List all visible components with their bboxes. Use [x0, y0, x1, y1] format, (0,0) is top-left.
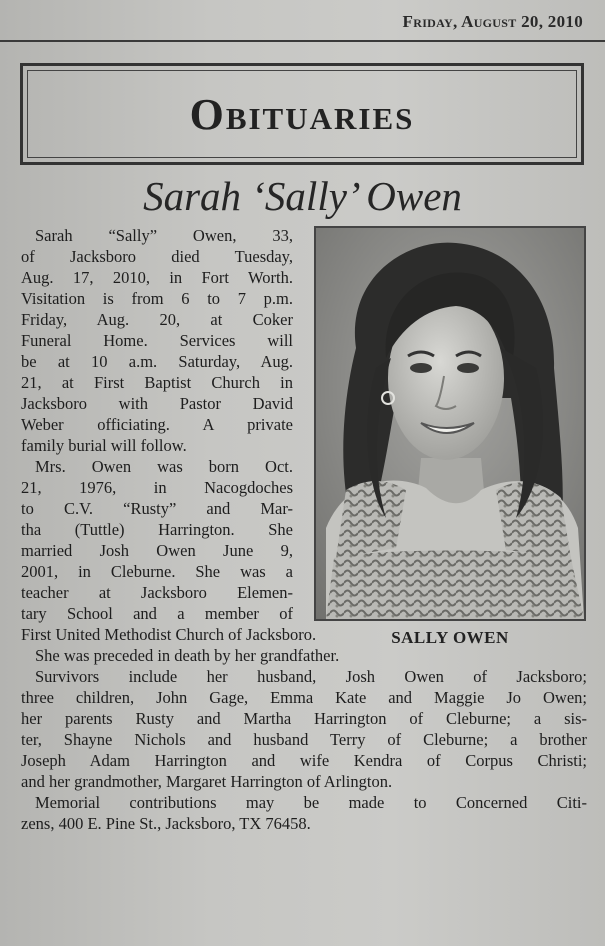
- obituary-text-line: three children, John Gage, Emma Kate and Maggie Jo Owen;: [21, 688, 587, 707]
- obituary-text-line: and her grandmother, Margaret Harrington of Arlington.: [21, 772, 393, 791]
- obituary-text-line: teacher at Jacksboro Elemen-: [21, 583, 293, 602]
- obituary-text-line: Joseph Adam Harrington and wife Kendra of Corpus Christi;: [21, 751, 587, 770]
- obituary-text-line: married Josh Owen June 9,: [21, 541, 293, 560]
- section-banner-inner: [27, 70, 577, 158]
- obituary-text-line: Jacksboro with Pastor David: [21, 394, 293, 413]
- obituary-text-line: zens, 400 E. Pine St., Jacksboro, TX 76458.: [21, 814, 311, 833]
- obituary-text-line: Mrs. Owen was born Oct.: [35, 457, 293, 476]
- section-banner: [20, 63, 584, 165]
- obituary-text-line: 21, 1976, in Nacogdoches: [21, 478, 293, 497]
- obituary-text-line: Aug. 17, 2010, in Fort Worth.: [21, 268, 293, 287]
- obituary-text-line: tary School and a member of: [21, 604, 293, 623]
- obituary-text-line: Friday, Aug. 20, at Coker: [21, 310, 293, 329]
- obituary-text-line: Visitation is from 6 to 7 p.m.: [21, 289, 293, 308]
- obituary-text-line: 21, at First Baptist Church in: [21, 373, 293, 392]
- obituary-text-line: to C.V. “Rusty” and Mar-: [21, 499, 293, 518]
- obituary-text-line: Memorial contributions may be made to Concerned Citi-: [35, 793, 587, 812]
- portrait-photo: [314, 226, 586, 621]
- obituary-text-line: Survivors include her husband, Josh Owen of Jacksboro;: [35, 667, 587, 686]
- section-title: Obituaries: [189, 89, 415, 139]
- obituary-text-line: 2001, in Cleburne. She was a: [21, 562, 293, 581]
- obituary-text-line: her parents Rusty and Martha Harrington of Cleburne; a sis-: [21, 709, 587, 728]
- obituary-text-line: of Jacksboro died Tuesday,: [21, 247, 293, 266]
- obituary-text-line: First United Methodist Church of Jacksboro.: [21, 625, 317, 644]
- obituary-text-line: family burial will follow.: [21, 436, 187, 455]
- obituary-text-line: Funeral Home. Services will: [21, 331, 293, 350]
- obituary-text-line: be at 10 a.m. Saturday, Aug.: [21, 352, 293, 371]
- photo-caption: SALLY OWEN: [391, 628, 509, 647]
- obituary-text-line: She was preceded in death by her grandfather.: [35, 646, 340, 665]
- obituary-name: Sarah ‘Sally’ Owen: [143, 173, 462, 219]
- obituary-text-line: ter, Shayne Nichols and husband Terry of Cleburne; a brother: [21, 730, 587, 749]
- obituary-text-line: Weber officiating. A private: [21, 415, 293, 434]
- obituary-text-line: tha (Tuttle) Harrington. She: [21, 520, 293, 539]
- header-rule: [0, 40, 605, 42]
- obituary-text-line: Sarah “Sally” Owen, 33,: [35, 226, 293, 245]
- dateline: Friday, August 20, 2010: [402, 12, 583, 31]
